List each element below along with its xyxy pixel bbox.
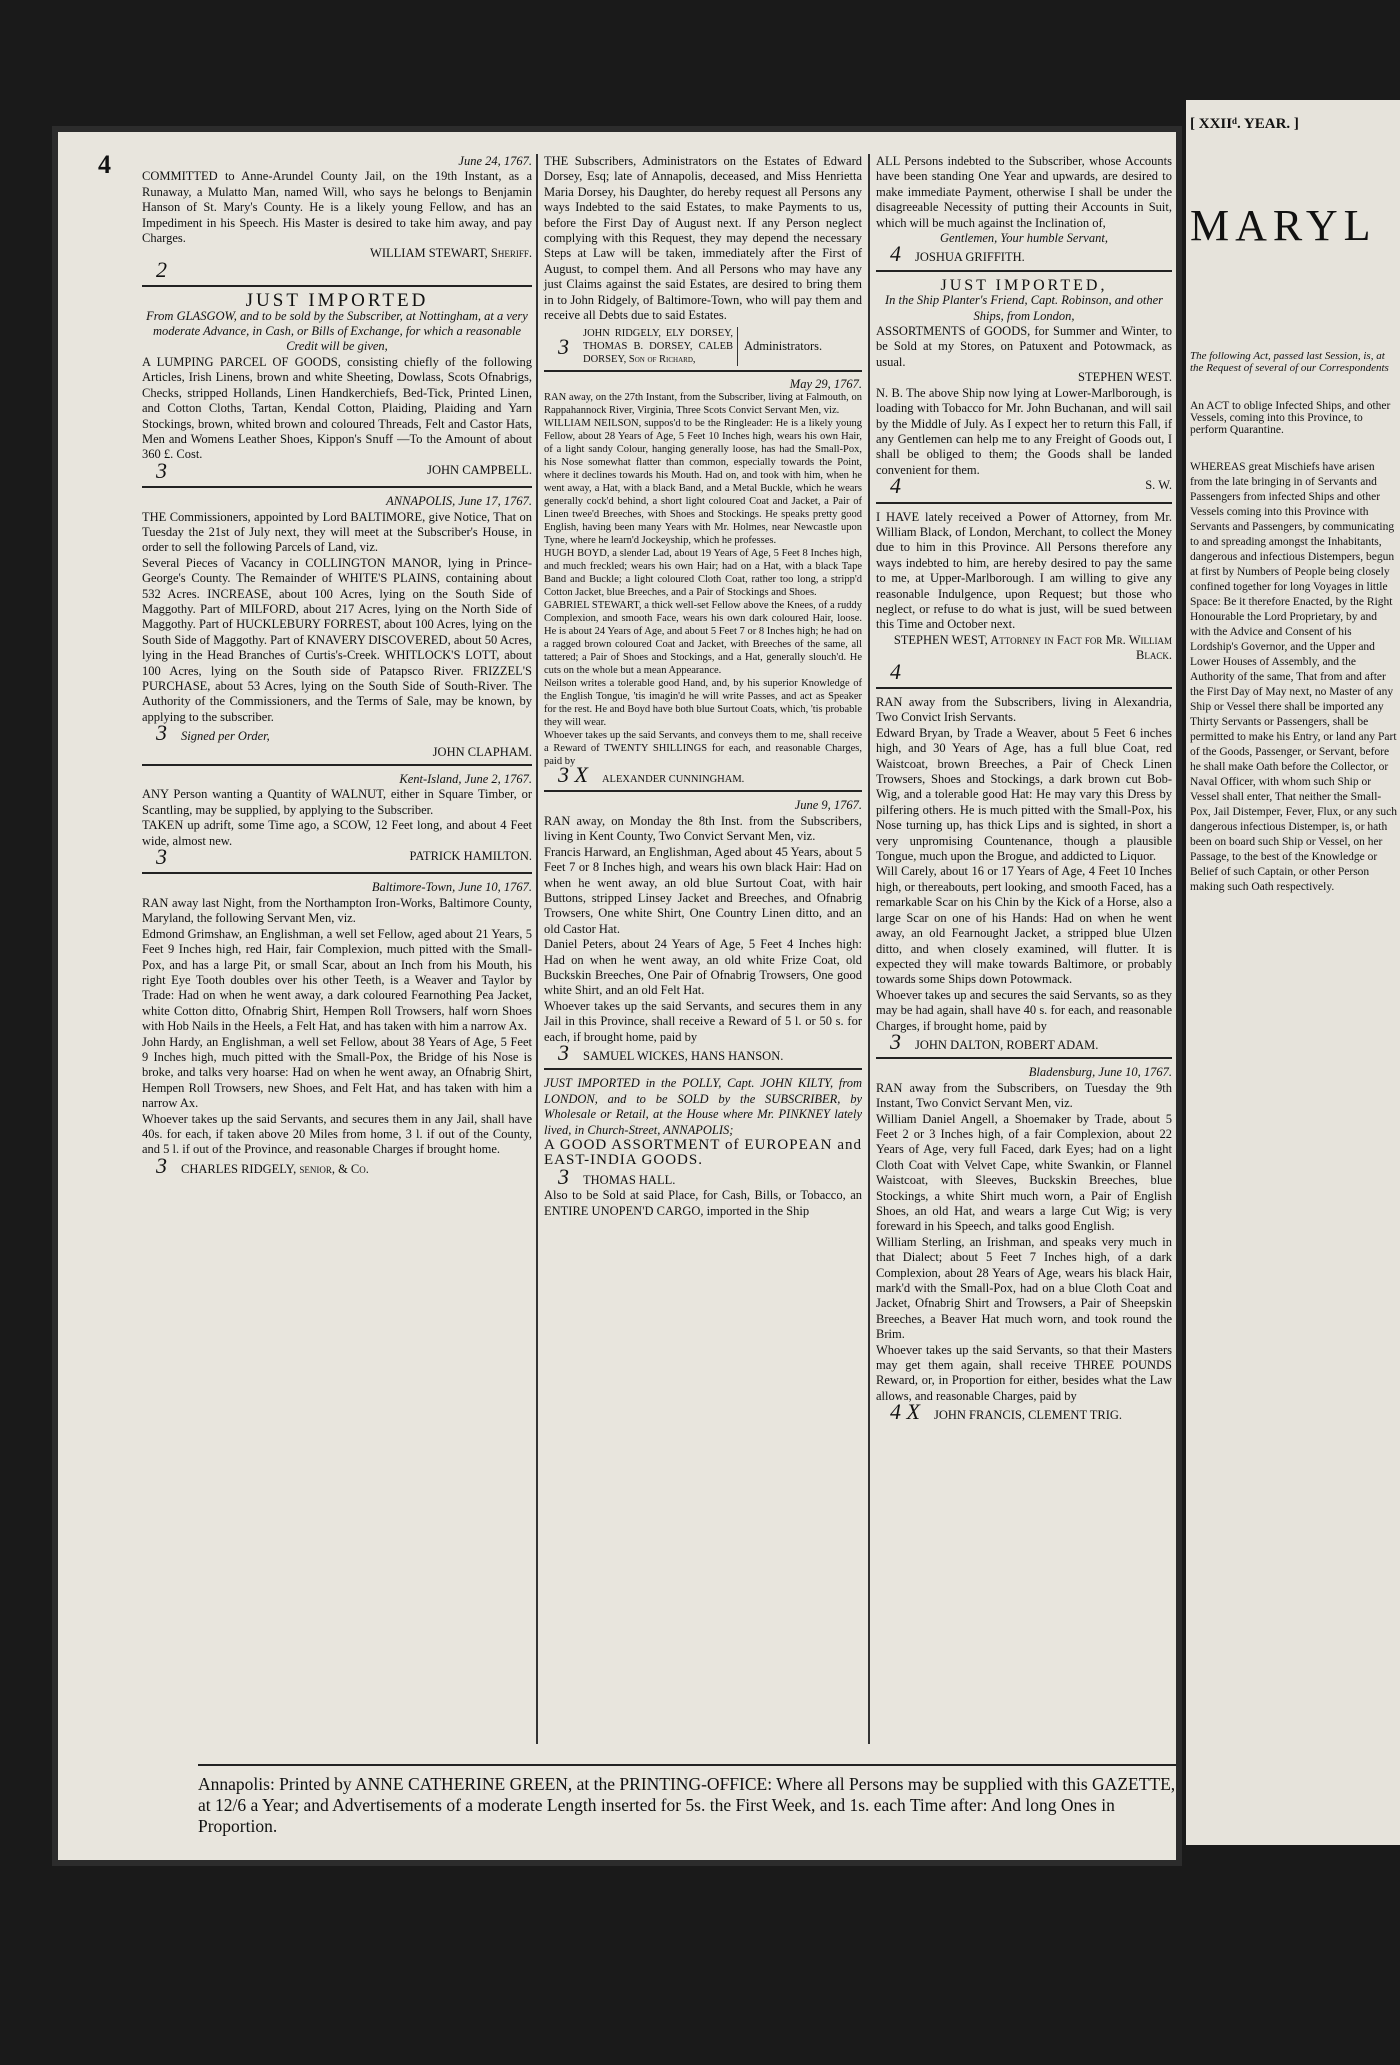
ad-role: Administrators. [744, 339, 823, 354]
ad-subheading: In the Ship Planter's Friend, Capt. Robinson, and other Ships, from London, [884, 293, 1163, 323]
ad-signature: STEPHEN WEST, Attorney in Fact for Mr. William Black. [893, 632, 1172, 663]
masthead: MARYL [1190, 201, 1377, 250]
ad-para-2: Daniel Peters, about 24 Years of Age, 5 Feet 4 Inches high: Had on when he went away, an old white Frize Coat, old Buckskin Breeches, One Pair of Ofnabrig Trowsers, One good white Shirt, and an old Felt Hat. [544, 937, 862, 998]
ad-signature: STEPHEN WEST. [1078, 370, 1172, 385]
ad-para-5: Whoever takes up the said Servants, and conveys them to me, shall receive a Reward of TWENTY SHILLINGS for each, and reasonable Charges, paid by [544, 730, 862, 768]
ad-signature: CHARLES RIDGELY, senior, & Co. [181, 1161, 369, 1176]
column-rule [536, 154, 538, 1744]
act-body: WHEREAS great Mischiefs have arisen from the late bringing in of Servants and Passengers from infected Ships and other Vessels coming into this Province with Servants and Passengers, by communicating to and spreading amongst the Inhabitants, dangerous and infectious Distempers, begun at first by Numbers of People being closely confined together for long Voyages in little Space: Be it therefore Enacted, by the Right Honourable the Lord Proprietary, by and with the Advice and Consent of his Lordship's Governor, and the Upper and Lower Houses of Assembly, and the Authority of the same, That from and after the First Day of May next, no Master of any Ship or Vessel there shall be imported any Thirty Servants or Passengers, shall be permitted to make his Entry, or land any Part of the Goods, Passenger, or Servant, before he shall make Oath before the Collector, or Naval Officer, with whom such Ship or Vessel shall enter, That neither the Small-Pox, Jail Distemper, Fever, Flux, or any such dangerous infectious Distemper, is, or hath been on board such Ship or Vessel, on her Passage, to the best of the Knowledge or Belief of such Captain, or other Person making such Oath respectively. [1190, 461, 1398, 893]
handwritten-mark: 4 X [890, 1399, 920, 1425]
ad-signed: Signed per Order, [181, 729, 270, 744]
ad-walnut [142, 772, 532, 874]
ad-para-3: GABRIEL STEWART, a thick well-set Fellow above the Knees, of a ruddy Complexion, and smooth Face, wears his own dark coloured Hair, loose. He is about 24 Years of Age, and about 5 Feet 7 or 8 Inches high; he had on a ragged brown coloured Coat and Jacket, with Breeches of the same, all tattered; a Pair of Shoes and Stockings, and a Hat, generally slouch'd. He cuts on the whole but a mean Appearance. [544, 600, 862, 677]
handwritten-mark: 3 [558, 334, 569, 360]
ad-text: ALL Persons indebted to the Subscriber, whose Accounts have been standing One Year and upwards, are desired to make immediate Payment, otherwise I shall be under the disagreeable Necessity of putting their Accounts in Suit, which will be much against the Inclination of, [876, 154, 1172, 230]
handwritten-mark: 3 [156, 720, 167, 746]
ad-signature: JOHN DALTON, ROBERT ADAM. [915, 1037, 1099, 1052]
ad-date: ANNAPOLIS, June 17, 1767. [386, 494, 532, 509]
ad-closing: Gentlemen, Your humble Servant, [940, 231, 1108, 246]
handwritten-mark: 3 [156, 457, 167, 483]
ad-text: RAN away from the Subscribers, on Tuesday the 9th Instant, Two Convict Servant Men, viz. [876, 1080, 1172, 1111]
handwritten-mark: 3 [156, 844, 167, 870]
ad-text: COMMITTED to Anne-Arundel County Jail, on the 19th Instant, as a Runaway, a Mulatto Man, named Will, who says he belongs to Benjamin Hanson of St. Mary's County. He is a likely young Fellow, and has an Impediment in his Speech. His Master is desired to take him away, and pay Charges. [142, 169, 532, 246]
ad-text: THE Subscribers, Administrators on the Estates of Edward Dorsey, Esq; late of Annapolis, deceased, and Miss Henrietta Maria Dorsey, his Daughter, do hereby request all Persons any ways Indebted to the said Estates, to make Payments to us, before the First Day of August next. If any Person neglect complying with this Request, they may depend the necessary Steps at Law will be taken, immediately after the First of August, to compel them. And all Persons who may have any just Claims against the said Estates, are desired to bring them in to John Ridgely, of Baltimore-Town, who will pay them and receive all Debts due to said Estates. [544, 154, 862, 323]
ad-date: Baltimore-Town, June 10, 1767. [371, 880, 532, 895]
ad-para-4: Neilson writes a tolerable good Hand, and, by his superior Knowledge of the English Tongue, 'tis imagin'd he will write Passes, and act as Speaker for the rest. He and Boyd have both blue Surtout Coats, which, 'tis probable they will wear. [544, 678, 862, 729]
ad-para-3: Whoever takes up the said Servants, so that their Masters may get them again, shall receive THREE POUNDS Reward, or, in Proportion for either, besides what the Law allows, and reasonable Charges, paid by [876, 1342, 1172, 1403]
column-1 [142, 154, 532, 1187]
act-title: An ACT to oblige Infected Ships, and other Vessels, coming into this Province, to perform Quarantine. [1190, 400, 1391, 436]
ad-text: RAN away, on the 27th Instant, from the Subscriber, living at Falmouth, on Rappahannock River, Virginia, Three Scots Convict Servant Men, viz. [544, 392, 862, 417]
ad-para-1: Edward Bryan, by Trade a Weaver, about 5 Feet 6 inches high, and 30 Years of Age, has a full blue Coat, red Waistcoat, brown Breeches, a Pair of Check Linen Trowsers, Shoes and Stockings, a dark brown cut Bob-Wig, and a tolerable good Hat: He may vary this Dress by pilfering others. He is much pitted with the Small-Pox, his Nose turning up, has thick Lips and is sighted, in short a very unpromising Countenance, though a plausible Tongue, much upon the Brogue, and addicted to Liquor. [876, 725, 1172, 864]
handwritten-mark: 4 [890, 241, 901, 267]
intro-note: The following Act, passed last Session, is, at the Request of several of our Correspondents [1190, 350, 1389, 374]
handwritten-mark: 3 [156, 1152, 167, 1178]
handwritten-mark: 2 [156, 256, 167, 282]
ad-para-3: Whoever takes up and secures the said Servants, so as they may be had again, shall have 40 s. for each, and reasonable Charges, if brought home, paid by [876, 987, 1172, 1033]
ad-signature: PATRICK HAMILTON. [409, 849, 532, 864]
ad-heading: JUST IMPORTED [245, 290, 429, 312]
ad-text: A LUMPING PARCEL OF GOODS, consisting chiefly of the following Articles, Irish Linens, brown and white Sheeting, Dowlass, Scots Ofnabrigs, Checks, stripped Hollands, Linen Handkerchiefs, Bed-Tick, Printed Linen, and Cotton Cloths, Tartan, Kendal Cotton, Plaiding, Plaiding and Yarn Stockings, brown, whited brown and coloured Threads, Felt and Castor Hats, Men and Womens Leather Shoes, Kippon's Snuff —To the Amount of about 360 £. Cost. [142, 354, 532, 462]
volume-label: [ XXIIᵈ. YEAR. ] [1190, 116, 1299, 132]
ad-signature: JOHN CAMPBELL. [427, 462, 532, 477]
ad-signature-2: S. W. [1145, 478, 1172, 493]
ad-para-2: William Sterling, an Irishman, and speaks very much in that Dialect; about 5 Feet 7 Inches high, of a dark Complexion, about 28 Years of Age, wears his black Hair, mark'd with the Small-Pox, had on a blue Cloth Coat and Jacket, Ofnabrig Shirt and Trowsers, a Pair of Sheepskin Breeches, a Beaver Hat much worn, and took round the Brim. [876, 1234, 1172, 1342]
ad-items: Several Pieces of Vacancy in COLLINGTON MANOR, lying in Prince-George's County. The Remainder of WHITE'S PLAINS, containing about 532 Acres. INCREASE, about 100 Acres, lying on the South Side of Maggothy. Part of MILFORD, about 217 Acres, lying on the North Side of Maggothy. Part of HUCKLEBURY FORREST, about 100 Acres, lying on the South Side of Maggothy. Part of KNAVERY DISCOVERED, about 50 Acres, lying in the Head Branches of Curtis's-Creek. WHITLOCK'S LOTT, about 100 Acres, lying on the South side of Patapsco River. FRIZZEL'S PURCHASE, about 53 Acres, lying on the South Side of South-River. The Authority of the Commissioners, and the Terms of Sale, may be known, by applying to the subscriber. [142, 555, 532, 724]
ad-planters-friend [876, 278, 1172, 504]
ad-para-1: Francis Harward, an Englishman, Aged about 45 Years, about 5 Feet 7 or 8 Inches high, and wears his own black Hair: Had on when he went away, an old blue Surtout Coat, with hair Buttons, stripped Linsey Jacket and Breeches, and Ofnabrig Trowsers, One white Shirt, One Country Linen ditto, and an old Castor Hat. [544, 844, 862, 936]
ad-signature: ALEXANDER CUNNINGHAM. [601, 774, 745, 786]
column-3 [876, 154, 1172, 1434]
ad-para-1: WILLIAM NEILSON, suppos'd to be the Ringleader: He is a likely young Fellow, about 28 Years of Age, 5 Feet 10 Inches high, wears his own Hair, of a light sandy Colour, hanging generally loose, has had the Small-Pox, his Nose somewhat flatter than common, especially towards the Point, where it declines towards his Mouth. Had on, and took with him, when he went away, a Hat, with a black Band, and a Metal Buckle, which he wears generally cock'd behind, a short light coloured Coat and Jacket, a Pair of Linen twee'd Breeches, with Shoes and Stockings. He speaks pretty good English, having been many Years with Mr. Holmes, near Newcastle upon Tyne, where he learn'd Jockeyship, which he professes. [544, 418, 862, 547]
ad-runaway-ironworks [142, 880, 532, 1181]
ad-signature: JOHN FRANCIS, CLEMENT TRIG. [933, 1408, 1123, 1423]
handwritten-mark: 4 [890, 658, 901, 684]
handwritten-mark: 3 [558, 1163, 569, 1189]
ad-date: Bladensburg, June 10, 1767. [1028, 1065, 1172, 1080]
ad-text: I HAVE lately received a Power of Attorney, from Mr. William Black, of London, Merchant, to collect the Money due to him in this Province. All Persons therefore any ways indebted to him, are hereby desired to pay the same to me, at Upper-Marlborough. I am willing to give any reasonable Indulgence, upon Request; but those who neglect, or refuse to do what is just, will be sued between this Time and October next. [876, 509, 1172, 632]
ad-para-3: Whoever takes up the said Servants, and secures them in any Jail, shall have 40s. for each, if taken above 20 Miles from home, 3 l. if out of the County, and 5 l. if out of the Province, and reasonable Charges if brought home. [142, 1111, 532, 1157]
page-number: 4 [98, 150, 111, 179]
ad-subheading: From GLASGOW, and to be sold by the Subscriber, at Nottingham, at a very moderate Advance, in Cash, or Bills of Exchange, for which a reasonable Credit will be given, [146, 308, 528, 354]
ad-names: JOHN RIDGELY, ELY DORSEY, THOMAS B. DORSEY, CALEB DORSEY, Son of Richard, [583, 327, 738, 366]
ad-text: RAN away last Night, from the Northampton Iron-Works, Baltimore County, Maryland, the following Servant Men, viz. [142, 895, 532, 926]
ad-runaway-falmouth [544, 378, 862, 792]
ad-signature: JOSHUA GRIFFITH. [915, 250, 1025, 265]
ad-para-2: John Hardy, an Englishman, a well set Fellow, about 38 Years of Age, 5 Feet 9 Inches high, much pitted with the Small-Pox, the Bridge of his Nose is broke, and talks very hoarse: Had on when he went away, an Ofnabrig Shirt, Hempen Roll Trowsers, new Shoes, and Felt Hat, and has taken with him a narrow Ax. [142, 1034, 532, 1111]
ad-runaway-kent [544, 798, 862, 1070]
ad-date: Kent-Island, June 2, 1767. [399, 772, 532, 787]
ad-text: JUST IMPORTED in the POLLY, Capt. JOHN KILTY, from LONDON, and to be SOLD by the SUBSCRIBER, by Wholesale or Retail, at the House where Mr. PINKNEY lately lived, in Church-Street, ANNAPOLIS; [544, 1076, 862, 1137]
ad-griffith [876, 154, 1172, 272]
ad-date: June 9, 1767. [794, 798, 862, 813]
ad-para-3: Whoever takes up the said Servants, and secures them in any Jail in this Province, shall receive a Reward of 5 l. or 50 s. for each, if brought home, paid by [544, 998, 862, 1044]
printer-imprint: Annapolis: Printed by ANNE CATHERINE GREEN, at the PRINTING-OFFICE: Where all Persons may be supplied with this GAZETTE, at 12/6 a Year; and Advertisements of a moderate Length inserted for 5s. the First Week, and 1s. each Time after: And long Ones in Proportion. [198, 1764, 1176, 1837]
ad-text-3: Also to be Sold at said Place, for Cash, Bills, or Tobacco, an ENTIRE UNOPEN'D CARGO, imported in the Ship [544, 1188, 862, 1218]
ad-text: ASSORTMENTS of GOODS, for Summer and Winter, to be Sold at my Stores, on Patuxent and Potowmack, as usual. [876, 324, 1172, 369]
ad-text: ANY Person wanting a Quantity of WALNUT, either in Square Timber, or Scantling, may be supplied, by applying to the Subscriber. [142, 787, 532, 817]
ad-para-1: Edmond Grimshaw, an Englishman, a well set Fellow, aged about 21 Years, 5 Feet 9 Inches high, red Hair, fair Complexion, much pitted with the Small-Pox, and has a large Pit, or small Scar, about an Inch from his Mouth, his right Eye Tooth doubles over his other Teeth, is a Weaver and Taylor by Trade: Had on when he went away, a dark coloured Fearnothing Pea Jacket, white Cotton ditto, Ofnabrig Shirt, Hempen Roll Trowsers, half worn Shoes with Hob Nails in the Heels, a Felt Hat, and has taken with him a narrow Ax. [142, 926, 532, 1034]
column-rule [868, 154, 870, 1744]
ad-para-2: HUGH BOYD, a slender Lad, about 19 Years of Age, 5 Feet 8 Inches high, and much freckled; wears his own Hair; had on a Hat, with a black Tape Band and Buckle; a light coloured Cloth Coat, rather too long, a stripp'd Cotton Jacket, blue Breeches, and a Pair of Stockings and Shoes. [544, 548, 862, 599]
ad-text-2: TAKEN up adrift, some Time ago, a SCOW, 12 Feet long, and about 4 Feet wide, almost new. [142, 818, 532, 848]
ad-nb: N. B. The above Ship now lying at Lower-Marlborough, is loading with Tobacco for Mr. John Buchanan, and will sail by the Middle of July. As I expect her to return this Fall, if any Gentlemen can help me to any Freight of Goods out, I shall be obliged to them; the Goods shall be landed convenient for them. [876, 385, 1172, 477]
handwritten-mark: 4 [890, 473, 901, 499]
ad-runaway-will [142, 154, 532, 287]
ad-power-of-attorney [876, 510, 1172, 689]
ad-text: RAN away from the Subscribers, living in Alexandria, Two Convict Irish Servants. [876, 695, 1172, 725]
handwritten-mark: 3 [890, 1028, 901, 1054]
newspaper-page [58, 132, 1176, 1860]
ad-signature: WILLIAM STEWART, Sheriff. [370, 246, 532, 261]
ad-date: May 29, 1767. [789, 377, 862, 392]
handwritten-mark: 3 [558, 1039, 569, 1065]
ad-polly-imports [544, 1076, 862, 1223]
ad-text: RAN away, on Monday the 8th Inst. from the Subscribers, living in Kent County, Two Convict Servant Men, viz. [544, 813, 862, 844]
column-2 [544, 154, 862, 1229]
ad-land-sale [142, 494, 532, 766]
ad-text-2: A GOOD ASSORTMENT of EUROPEAN and EAST-INDIA GOODS. [544, 1137, 862, 1169]
ad-runaway-bladensburg [876, 1065, 1172, 1427]
ad-para-1: William Daniel Angell, a Shoemaker by Trade, about 5 Feet 2 or 3 Inches high, of a fair Complexion, about 22 Years of Age, very full Faced, dark Eyes; had on a light Cloth Coat with Velvet Cape, white Swankin, or Flannel Waistcoat, with Sleeves, Buckskin Breeches, blue Stockings, a white Shirt much worn, a Pair of English Shoes, an old Hat, and wears a large Cut Wig; is very foreward in his Speech, and talks good English. [876, 1111, 1172, 1234]
ad-runaway-alexandria [876, 695, 1172, 1059]
ad-signature: JOHN CLAPHAM. [432, 744, 532, 759]
ad-date: June 24, 1767. [458, 154, 532, 168]
ad-dorsey-estates [544, 154, 862, 372]
ad-just-imported-glasgow [142, 290, 532, 488]
ad-heading: JUST IMPORTED, [940, 276, 1108, 294]
ad-signature: THOMAS HALL. [583, 1172, 676, 1187]
ad-para-2: Will Carely, about 16 or 17 Years of Age, 4 Feet 10 Inches high, or thereabouts, pert looking, and smooth Faced, has a remarkable Scar on his Chin by the Kick of a Horse, also a large Scar on one of his Hands: Had on when he went away, an old Fearnought Jacket, a stripped blue Ulzen ditto, and when closely examined, will flutter. It is expected they will make towards Baltimore, or probably towards some Ships down Potowmack. [876, 864, 1172, 987]
adjacent-page [1186, 100, 1400, 1845]
ad-text: THE Commissioners, appointed by Lord BALTIMORE, give Notice, That on Tuesday the 21st of July next, they will meet at the Subscriber's House, in order to sell the following Parcels of Land, viz. [142, 509, 532, 555]
handwritten-mark: 3 X [558, 762, 588, 788]
ad-signature: SAMUEL WICKES, HANS HANSON. [583, 1048, 784, 1063]
